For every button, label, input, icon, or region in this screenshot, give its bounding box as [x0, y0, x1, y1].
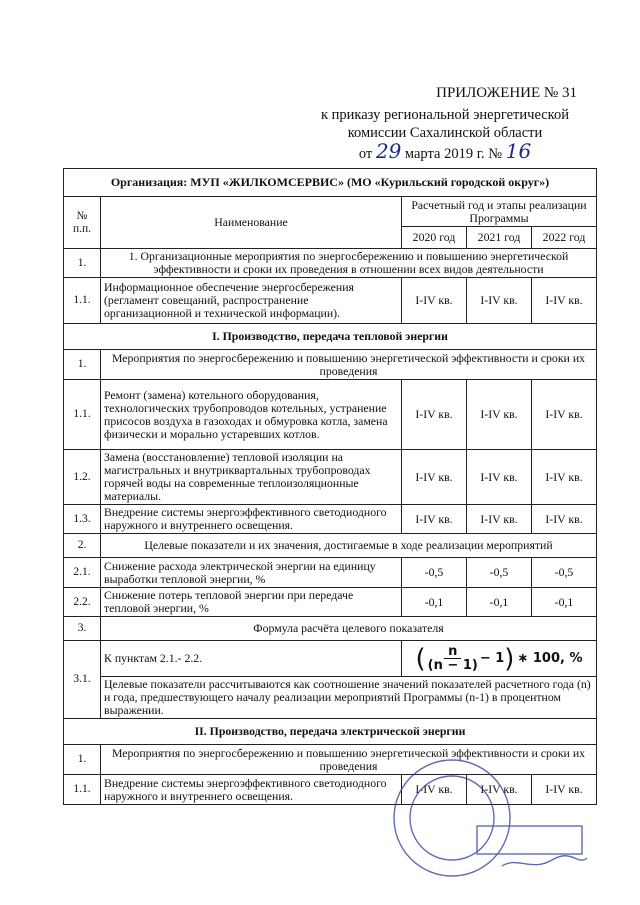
formula-multiplier: ∗ 100, % — [517, 651, 583, 666]
row-text: Снижение расхода электрической энергии на единицу выработки тепловой энергии, % — [101, 558, 402, 588]
row-text: Мероприятия по энергосбережению и повышению энергетической эффективности и сроки их проведения — [101, 745, 597, 775]
quarter-cell: I-IV кв. — [532, 380, 597, 450]
row-num: 2. — [64, 534, 101, 558]
formula-paren-open: ( — [415, 643, 426, 674]
date-rest: марта 2019 г. № — [404, 146, 503, 162]
row-num: 1. — [64, 745, 101, 775]
formula-numerator: n — [444, 645, 461, 659]
quarter-cell: I-IV кв. — [402, 278, 467, 324]
row-num: 2.2. — [64, 588, 101, 617]
quarter-cell: I-IV кв. — [532, 278, 597, 324]
organization-title: Организация: МУП «ЖИЛКОМСЕРВИС» (МО «Курильский городской округ») — [64, 169, 597, 197]
quarter-cell: I-IV кв. — [402, 450, 467, 505]
quarter-cell: I-IV кв. — [402, 505, 467, 534]
quarter-cell: I-IV кв. — [467, 775, 532, 805]
row-text: Внедрение системы энергоэффективного светодиодного наружного и внутреннего освещения. — [101, 505, 402, 534]
quarter-cell: I-IV кв. — [467, 505, 532, 534]
formula-expression — [416, 645, 583, 672]
date-prefix: от — [358, 146, 373, 162]
quarter-cell: I-IV кв. — [532, 505, 597, 534]
section-title: I. Производство, передача тепловой энергии — [64, 324, 597, 350]
quarter-cell: I-IV кв. — [467, 450, 532, 505]
col-header-year: 2021 год — [467, 227, 532, 249]
appendix-title: ПРИЛОЖЕНИЕ № 31 — [436, 85, 577, 101]
formula-description: Целевые показатели рассчитываются как соотношение значений показателей расчетного года (n) и года, предшествующего началу реализации мероприятий Программы (n-1) в процентном выражении. — [101, 677, 597, 719]
value-cell: -0,1 — [402, 588, 467, 617]
order-line-1: к приказу региональной энергетической — [320, 107, 569, 123]
quarter-cell: I-IV кв. — [532, 775, 597, 805]
handwritten-day: 29 — [375, 139, 402, 163]
order-reference — [310, 106, 580, 163]
col-header-year: 2022 год — [532, 227, 597, 249]
row-text: Замена (восстановление) тепловой изоляции на магистральных и внутриквартальных трубопроводах горячей воды на современные теплоизоляционные материалы. — [101, 450, 402, 505]
formula-minus-one: − 1 — [479, 651, 505, 666]
quarter-cell: I-IV кв. — [467, 380, 532, 450]
row-num: 1.2. — [64, 450, 101, 505]
col-header-num: № п.п. — [64, 197, 101, 249]
row-text: Целевые показатели и их значения, достигаемые в ходе реализации мероприятий — [101, 534, 597, 558]
formula — [402, 641, 597, 677]
row-text: Мероприятия по энергосбережению и повышению энергетической эффективности и сроки их проведения — [101, 350, 597, 380]
col-header-name: Наименование — [101, 197, 402, 249]
quarter-cell: I-IV кв. — [532, 450, 597, 505]
row-num: 1.1. — [64, 278, 101, 324]
row-num: 1.1. — [64, 380, 101, 450]
order-line-2: комиссии Сахалинской области — [347, 125, 543, 141]
row-num: 2.1. — [64, 558, 101, 588]
value-cell: -0,1 — [532, 588, 597, 617]
quarter-cell: I-IV кв. — [402, 380, 467, 450]
value-cell: -0,5 — [467, 558, 532, 588]
row-text: Ремонт (замена) котельного оборудования, технологических трубопроводов котельных, устранение присосов воздуха в газоходах и обмуровка котла, замена физически и морально устаревших котлов. — [101, 380, 402, 450]
col-header-period: Расчетный год и этапы реализации Программы — [402, 197, 597, 227]
row-text: Формула расчёта целевого показателя — [101, 617, 597, 641]
formula-reference: К пунктам 2.1.- 2.2. — [101, 641, 402, 677]
program-table — [63, 168, 597, 805]
value-cell: -0,5 — [532, 558, 597, 588]
stamp-box — [477, 826, 582, 854]
row-text: Снижение потерь тепловой энергии при передаче тепловой энергии, % — [101, 588, 402, 617]
row-num: 1. — [64, 249, 101, 278]
row-text: Внедрение системы энергоэффективного светодиодного наружного и внутреннего освещения. — [101, 775, 402, 805]
quarter-cell: I-IV кв. — [467, 278, 532, 324]
order-date-line — [310, 139, 580, 163]
row-num: 1.1. — [64, 775, 101, 805]
value-cell: -0,1 — [467, 588, 532, 617]
handwritten-doc-number: 16 — [505, 139, 532, 163]
row-text: 1. Организационные мероприятия по энергосбережению и повышению энергетической эффективности и сроки их проведения в отношении всех видов деятельности — [101, 249, 597, 278]
section-title: II. Производство, передача электрической энергии — [64, 719, 597, 745]
quarter-cell: I-IV кв. — [402, 775, 467, 805]
stamp-signature — [502, 856, 587, 866]
row-num: 3.1. — [64, 641, 101, 719]
formula-fraction — [428, 645, 478, 672]
formula-denominator: (n − 1) — [427, 658, 478, 673]
row-num: 1. — [64, 350, 101, 380]
col-header-year: 2020 год — [402, 227, 467, 249]
value-cell: -0,5 — [402, 558, 467, 588]
formula-paren-close: ) — [504, 643, 515, 674]
row-text: Информационное обеспечение энергосбережения (регламент совещаний, распространение организационной и технической информации). — [101, 278, 402, 324]
row-num: 1.3. — [64, 505, 101, 534]
row-num: 3. — [64, 617, 101, 641]
